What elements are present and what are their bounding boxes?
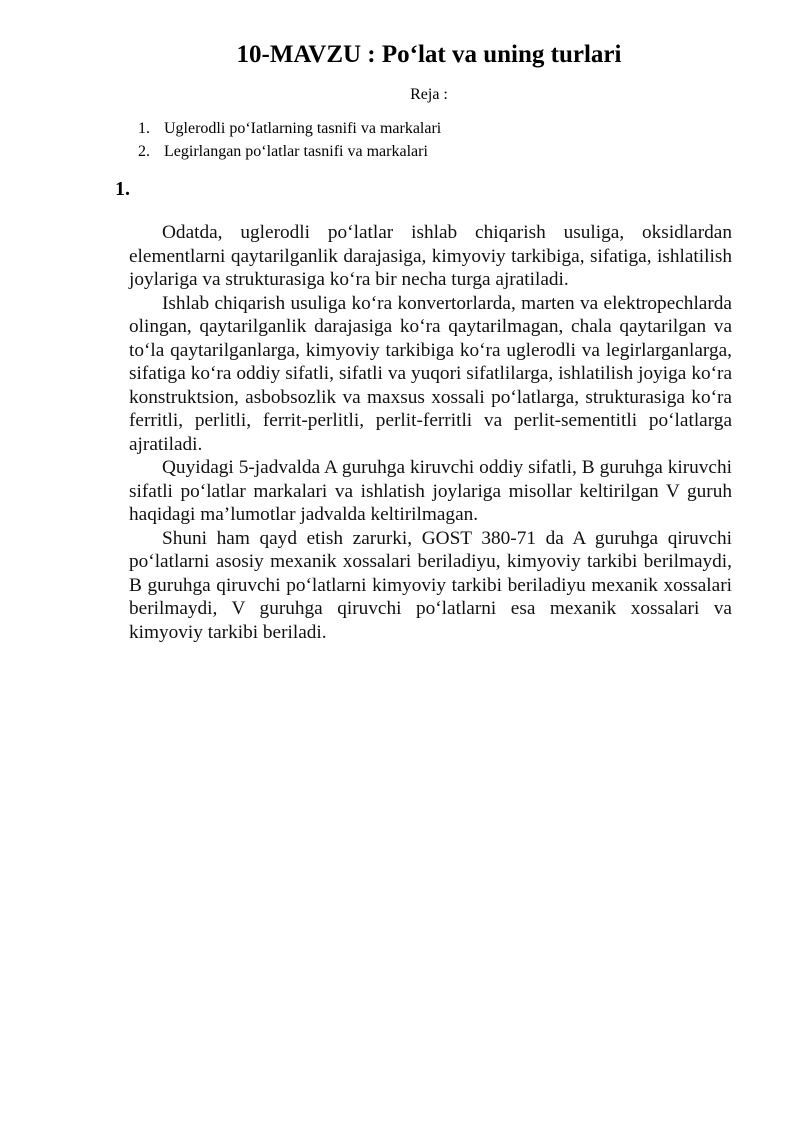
plan-item-text: Uglerodli po‘Iatlarning tasnifi va markalari <box>164 120 442 137</box>
plan-item-number: 1. <box>138 120 150 137</box>
body-paragraph: Quyidagi 5-jadvalda A guruhga kiruvchi oddiy sifatli, B guruhga kiruvchi sifatli po‘latlar markalari va ishlatish joylariga misollar keltirilgan V guruh haqidagi ma’lumotlar jadvalda keltirilmagan. <box>129 457 732 525</box>
body-paragraph: Ishlab chiqarish usuliga ko‘ra konvertorlarda, marten va elektropechlarda olingan, qaytarilganlik darajasiga ko‘ra qaytarilmagan, chala qaytarilgan va to‘la qaytarilganlarga, kimyoviy tarkibiga ko‘ra uglerodli va legirlarganlarga, sifatiga ko‘ra oddiy sifatli, sifatli va yuqori sifatlilarga, ishlatilish joyiga ko‘ra konstruktsion, asbobsozlik va maxsus xossali po‘latlarga, strukturasiga ko‘ra ferritli, perlitli, ferrit-perlitli, perlit-ferritli va perlit-sementitli po‘latlarga ajratiladi. <box>129 292 732 455</box>
plan-list <box>138 117 441 163</box>
scanned-text-block <box>129 221 732 644</box>
body-paragraph: Shuni ham qayd etish zarurki, GOST 380-71 da A guruhga qiruvchi po‘latlarni asosiy mexanik xossalari beriladiyu, kimyoviy tarkibi berilmaydi, B guruhga qiruvchi po‘latlarni kimyoviy tarkibi beriladiyu mexanik xossalari berilmaydi, V guruhga qiruvchi po‘latlarni esa mexanik xossalari va kimyoviy tarkibi beriladi. <box>129 527 732 643</box>
body-paragraph: Odatda, uglerodli po‘latlar ishlab chiqarish usuliga, oksidlardan elementlarni qaytarilganlik darajasiga, kimyoviy tarkibiga, sifatiga, ishlatilish joylariga va strukturasiga ko‘ra bir necha turga ajratiladi. <box>129 222 732 290</box>
plan-item <box>138 140 441 163</box>
plan-item-number: 2. <box>138 143 150 160</box>
plan-label: Reja : <box>410 86 448 103</box>
plan-item-text: Legirlangan po‘latlar tasnifi va markalari <box>164 143 428 160</box>
page-title: 10-MAVZU : Po‘lat va uning turlari <box>236 41 622 68</box>
plan-item <box>138 117 441 140</box>
section-number: 1. <box>115 178 130 200</box>
